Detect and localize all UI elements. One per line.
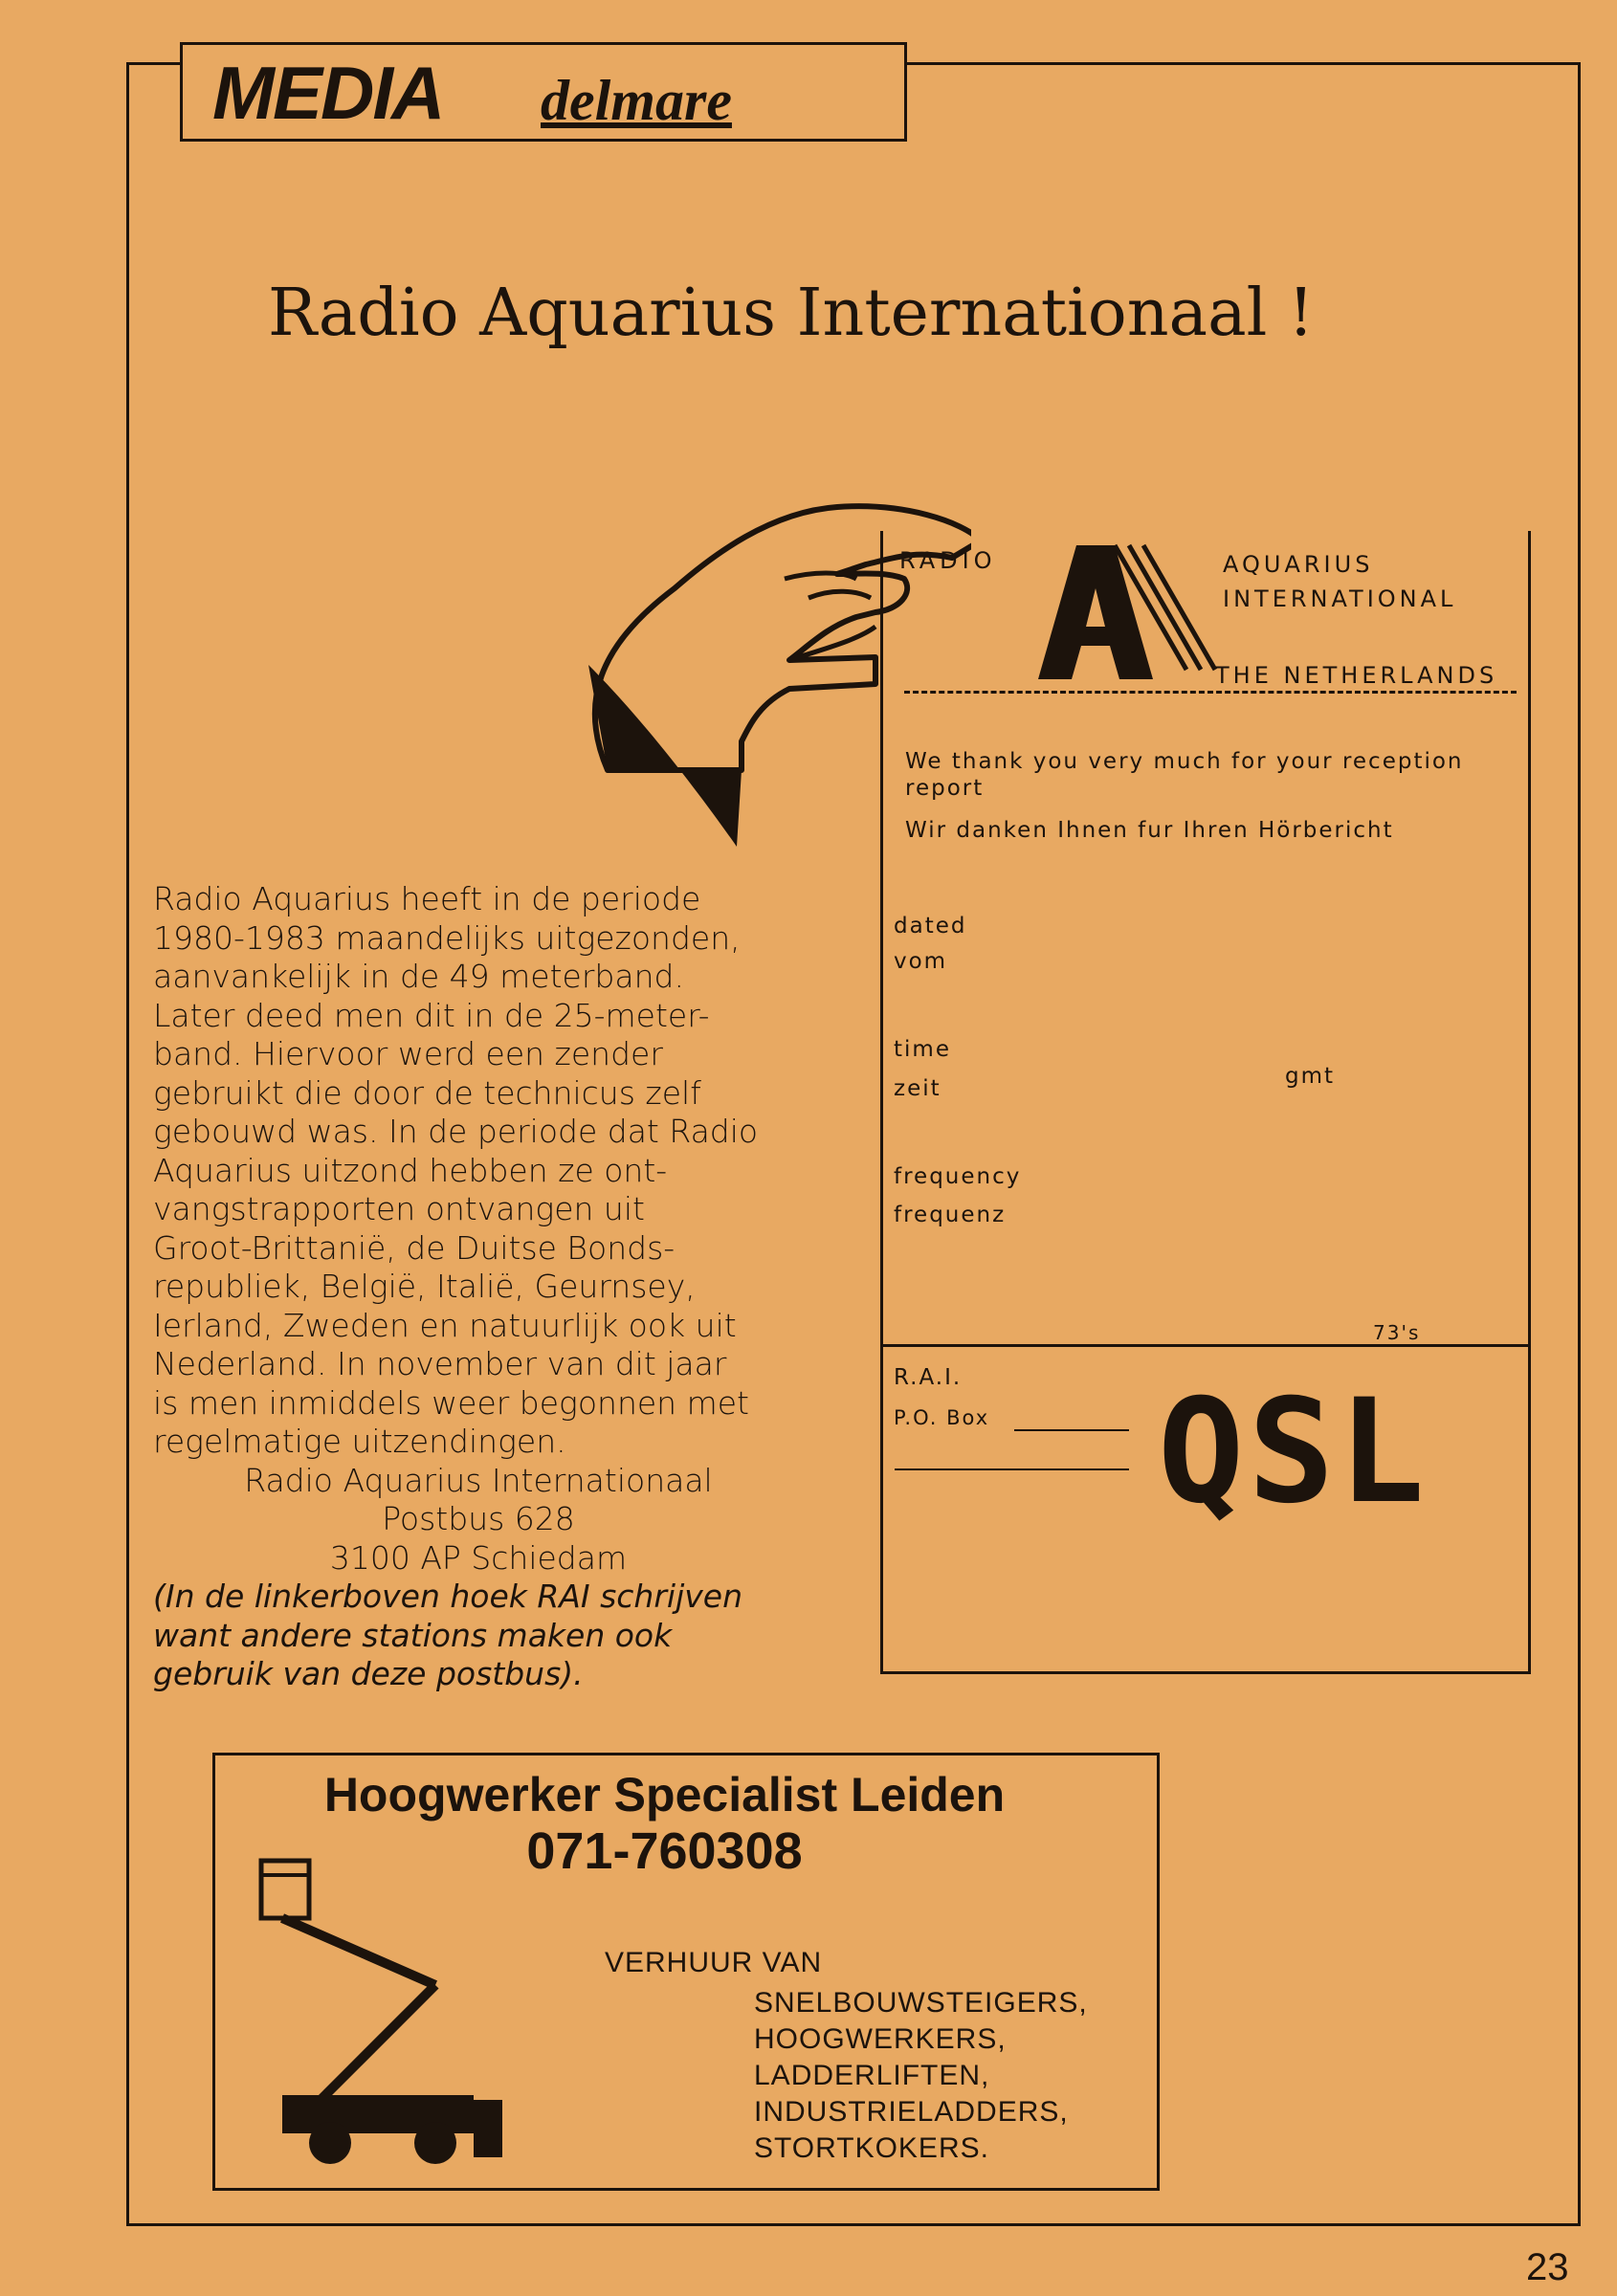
advert-service-item: HOOGWERKERS, — [754, 2023, 1007, 2055]
address-line: 3100 AP Schiedam — [329, 1538, 628, 1577]
article-line: Aquarius uitzond hebben ze ont- — [153, 1151, 668, 1189]
qsl-thanks-english: We thank you very much for your reception report — [905, 749, 1464, 801]
advert-service-item: STORTKOKERS. — [754, 2132, 989, 2164]
article-line: band. Hiervoor werd een zender — [153, 1035, 663, 1072]
advert-phone: 071-760308 — [526, 1822, 803, 1880]
qsl-name-line1: AQUARIUS — [1223, 551, 1374, 578]
qsl-po-box: P.O. Box — [894, 1406, 990, 1429]
article-line: aanvankelijk in de 49 meterband. — [153, 958, 684, 995]
qsl-field-zeit: zeit — [894, 1076, 941, 1101]
advert-service-item: SNELBOUWSTEIGERS, — [754, 1987, 1088, 2019]
address-line: Postbus 628 — [382, 1500, 575, 1537]
article-line: 1980-1983 maandelijks uitgezonden, — [153, 918, 741, 957]
article-line: regelmatige uitzendingen. — [153, 1423, 566, 1460]
qsl-field-gmt: gmt — [1285, 1064, 1336, 1089]
qsl-name-line2: INTERNATIONAL — [1223, 585, 1457, 612]
qsl-address-line — [895, 1468, 1129, 1470]
qsl-country: THE NETHERLANDS — [1215, 662, 1498, 689]
qsl-field-frequenz: frequenz — [894, 1203, 1007, 1227]
page-number: 23 — [1526, 2246, 1569, 2288]
advert-service-item: INDUSTRIELADDERS, — [754, 2096, 1069, 2128]
article-line: Later deed men dit in de 25-meter- — [153, 996, 710, 1034]
qsl-big-text: QSL — [1158, 1369, 1429, 1535]
qsl-field-vom: vom — [894, 949, 948, 974]
qsl-radio-label: RADIO — [899, 547, 997, 574]
qsl-thanks-german: Wir danken Ihnen fur Ihren Hörbericht — [905, 818, 1394, 843]
qsl-field-time: time — [894, 1037, 951, 1062]
article-line: gebouwd was. In de periode dat Radio — [153, 1113, 759, 1150]
advert-lead: VERHUUR VAN — [605, 1947, 823, 1978]
qsl-signoff: 73's — [1373, 1321, 1421, 1344]
aquarius-logo-icon — [995, 536, 1225, 694]
qsl-rai: R.A.I. — [894, 1365, 963, 1390]
article-line: vangstrapporten ontvangen uit — [153, 1190, 645, 1227]
qsl-divider — [880, 1344, 1531, 1347]
masthead-title: MEDIA — [212, 51, 444, 135]
article-line: Nederland. In november van dit jaar — [153, 1345, 727, 1382]
qsl-po-box-line — [1014, 1429, 1129, 1431]
page-title: Radio Aquarius Internationaal ! — [268, 276, 1315, 351]
article-line: Groot-Brittanië, de Duitse Bonds- — [153, 1228, 676, 1267]
article-note-line: want andere stations maken ook — [153, 1616, 673, 1654]
address-line: Radio Aquarius Internationaal — [244, 1461, 713, 1499]
article-line: Ierland, Zweden en natuurlijk ook uit — [153, 1306, 737, 1344]
article-line: gebruikt die door de technicus zelf — [153, 1073, 701, 1112]
masthead-subtitle: delmare — [541, 69, 732, 132]
advert-services — [754, 1985, 1088, 2167]
aerial-lift-icon — [244, 1851, 531, 2176]
advert-title: Hoogwerker Specialist Leiden — [323, 1768, 1006, 1821]
article-line: is men inmiddels weer begonnen met — [153, 1383, 749, 1422]
article-line: Radio Aquarius heeft in de periode — [153, 880, 701, 917]
article-note-line: gebruik van deze postbus). — [153, 1655, 584, 1692]
article — [153, 880, 804, 1694]
advert-service-item: LADDERLIFTEN, — [754, 2060, 990, 2091]
qsl-field-dated: dated — [894, 914, 967, 938]
article-line: republiek, België, Italië, Geurnsey, — [153, 1268, 696, 1305]
qsl-field-frequency: frequency — [894, 1164, 1022, 1189]
article-note-line: (In de linkerboven hoek RAI schrijven — [153, 1578, 742, 1615]
qsl-dashed-line — [904, 691, 1517, 694]
